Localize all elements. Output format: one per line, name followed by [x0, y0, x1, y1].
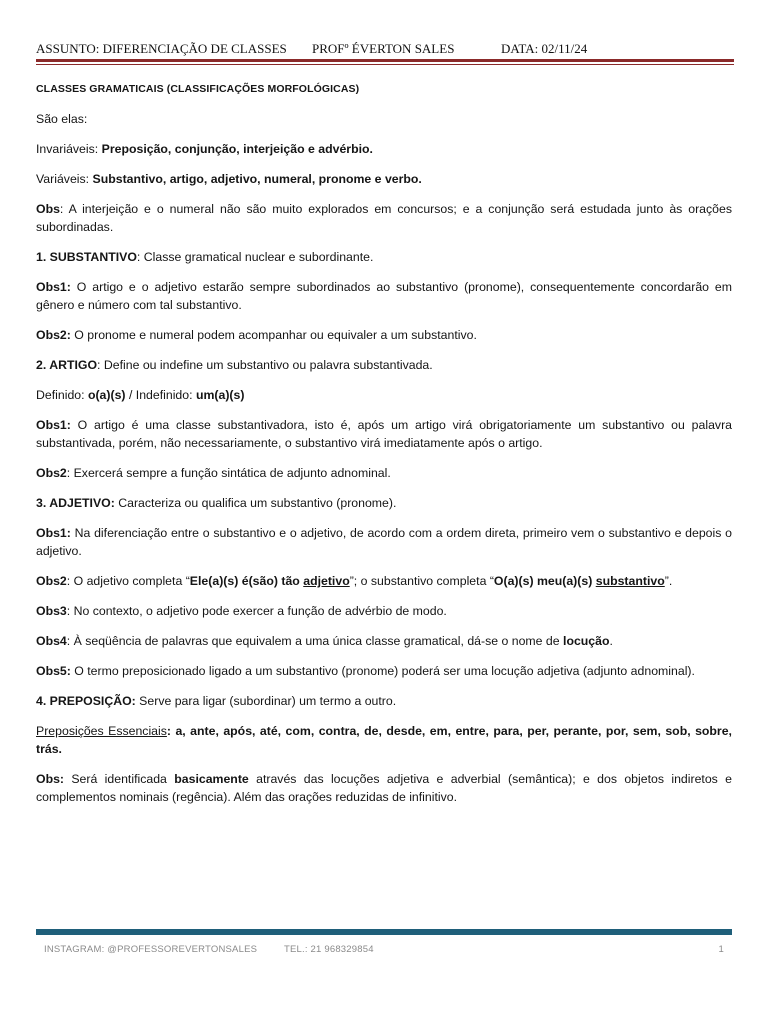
variaveis-paragraph [36, 170, 732, 188]
obs-label: Obs [36, 202, 60, 216]
adjetivo-obs5 [36, 662, 732, 680]
header-teacher: PROFº ÉVERTON SALES [312, 41, 455, 56]
adjetivo-obs5-label: Obs5: [36, 664, 71, 678]
artigo-obs2-text: : Exercerá sempre a função sintática de adjunto adnominal. [66, 466, 391, 480]
adjetivo-obs2-text-b: ”; o substantivo completa “ [349, 574, 494, 588]
substantivo-obs1-label: Obs1: [36, 280, 71, 294]
variaveis-value: Substantivo, artigo, adjetivo, numeral, pronome e verbo. [92, 172, 422, 186]
definido-value: o(a)(s) [87, 388, 126, 402]
invariaveis-value: Preposição, conjunção, interjeição e advérbio. [101, 142, 373, 156]
preposicoes-essenciais-list: : a, ante, após, até, com, contra, de, desde, em, entre, para, per, perante, por, sem, sob, sobre, trás. [36, 724, 732, 756]
obs-text: : A interjeição e o numeral não são muito explorados em concursos; e a conjunção será estudada junto às orações subordinadas. [36, 202, 732, 234]
adjetivo-obs2-keyword-substantivo: substantivo [595, 574, 665, 588]
footer-phone: TEL.: 21 968329854 [284, 944, 374, 955]
invariaveis-label: Invariáveis: [36, 142, 102, 156]
adjetivo-obs4-label: Obs4 [36, 634, 67, 648]
section-adjetivo [36, 494, 732, 512]
adjetivo-obs1-text: Na diferenciação entre o substantivo e o adjetivo, de acordo com a ordem direta, primeiro vem o substantivo e depois o adjetivo. [36, 526, 732, 558]
section-substantivo-text: : Classe gramatical nuclear e subordinante. [136, 250, 374, 264]
header-rule-thick [36, 59, 734, 62]
header-rule-thin [36, 64, 734, 65]
section-artigo-label: 2. ARTIGO [36, 358, 98, 372]
intro-paragraph: São elas: [36, 112, 88, 126]
definido-paragraph [36, 386, 732, 404]
preposicao-obs-text-a: Será identificada [64, 772, 175, 786]
invariaveis-paragraph [36, 140, 732, 158]
substantivo-obs2-text: O pronome e numeral podem acompanhar ou equivaler a um substantivo. [70, 328, 477, 342]
footer-page-number: 1 [718, 944, 724, 955]
preposicoes-essenciais [36, 722, 732, 758]
adjetivo-obs2-phrase-a: Ele(a)(s) é(são) tão [189, 574, 304, 588]
definido-label: Definido: [36, 388, 88, 402]
section-adjetivo-label: 3. ADJETIVO: [36, 496, 115, 510]
preposicao-obs-text-b: através das locuções adjetiva e adverbial (semântica); e dos objetos indiretos e complementos nominais (regência). Além das orações reduzidas de infinitivo. [36, 772, 732, 804]
adjetivo-obs2-phrase-b: O(a)(s) meu(a)(s) [493, 574, 596, 588]
adjetivo-obs3-label: Obs3 [36, 604, 67, 618]
section-preposicao-text: Serve para ligar (subordinar) um termo a outro. [135, 694, 397, 708]
adjetivo-obs3-text: : No contexto, o adjetivo pode exercer a função de advérbio de modo. [66, 604, 447, 618]
section-preposicao-label: 4. PREPOSIÇÃO: [36, 694, 136, 708]
section-preposicao [36, 692, 732, 710]
preposicao-obs-label: Obs: [36, 772, 65, 786]
substantivo-obs1-text: O artigo e o adjetivo estarão sempre subordinados ao substantivo (pronome), consequentemente concordarão em gênero e número com tal substantivo. [36, 280, 732, 312]
adjetivo-obs2-text-end: ”. [664, 574, 673, 588]
section-artigo [36, 356, 732, 374]
adjetivo-obs4 [36, 632, 732, 650]
section-substantivo [36, 248, 732, 266]
artigo-obs1 [36, 416, 732, 452]
obs-paragraph [36, 200, 732, 236]
adjetivo-obs3 [36, 602, 732, 620]
preposicao-obs [36, 770, 732, 806]
preposicao-obs-keyword: basicamente [174, 772, 249, 786]
section-artigo-text: : Define ou indefine um substantivo ou palavra substantivada. [97, 358, 433, 372]
artigo-obs1-text: O artigo é uma classe substantivadora, isto é, após um artigo virá obrigatoriamente um substantivo ou palavra substantivada, porém, não necessariamente, o substantivo virá imediatamente após o artigo. [36, 418, 732, 450]
adjetivo-obs2 [36, 572, 732, 590]
adjetivo-obs2-label: Obs2 [36, 574, 67, 588]
adjetivo-obs4-end: . [609, 634, 613, 648]
substantivo-obs2 [36, 326, 732, 344]
adjetivo-obs1-label: Obs1: [36, 526, 71, 540]
adjetivo-obs5-text: O termo preposicionado ligado a um substantivo (pronome) poderá ser uma locução adjetiva (adjunto adnominal). [70, 664, 695, 678]
substantivo-obs2-label: Obs2: [36, 328, 71, 342]
artigo-obs2 [36, 464, 732, 482]
artigo-obs1-label: Obs1: [36, 418, 71, 432]
adjetivo-obs2-text-a: : O adjetivo completa “ [66, 574, 190, 588]
header-date: DATA: 02/11/24 [501, 41, 588, 56]
document-body [36, 80, 732, 818]
adjetivo-obs2-keyword-adjetivo: adjetivo [303, 574, 350, 588]
adjetivo-obs4-text: : À seqüência de palavras que equivalem a uma única classe gramatical, dá-se o nome de [66, 634, 564, 648]
footer-bar [36, 929, 732, 935]
adjetivo-obs1 [36, 524, 732, 560]
artigo-obs2-label: Obs2 [36, 466, 67, 480]
indefinido-value: um(a)(s) [195, 388, 245, 402]
section-adjetivo-text: Caracteriza ou qualifica um substantivo (pronome). [114, 496, 397, 510]
adjetivo-obs4-keyword: locução [563, 634, 610, 648]
section-substantivo-label: 1. SUBSTANTIVO [36, 250, 137, 264]
variaveis-label: Variáveis: [36, 172, 93, 186]
indefinido-label: / Indefinido: [125, 388, 196, 402]
document-title: CLASSES GRAMATICAIS (CLASSIFICAÇÕES MORFOLÓGICAS) [36, 83, 360, 95]
preposicoes-essenciais-label: Preposições Essenciais [36, 724, 167, 738]
header-subject: ASSUNTO: DIFERENCIAÇÃO DE CLASSES [36, 41, 287, 56]
substantivo-obs1 [36, 278, 732, 314]
footer-instagram: INSTAGRAM: @PROFESSOREVERTONSALES [44, 944, 258, 955]
